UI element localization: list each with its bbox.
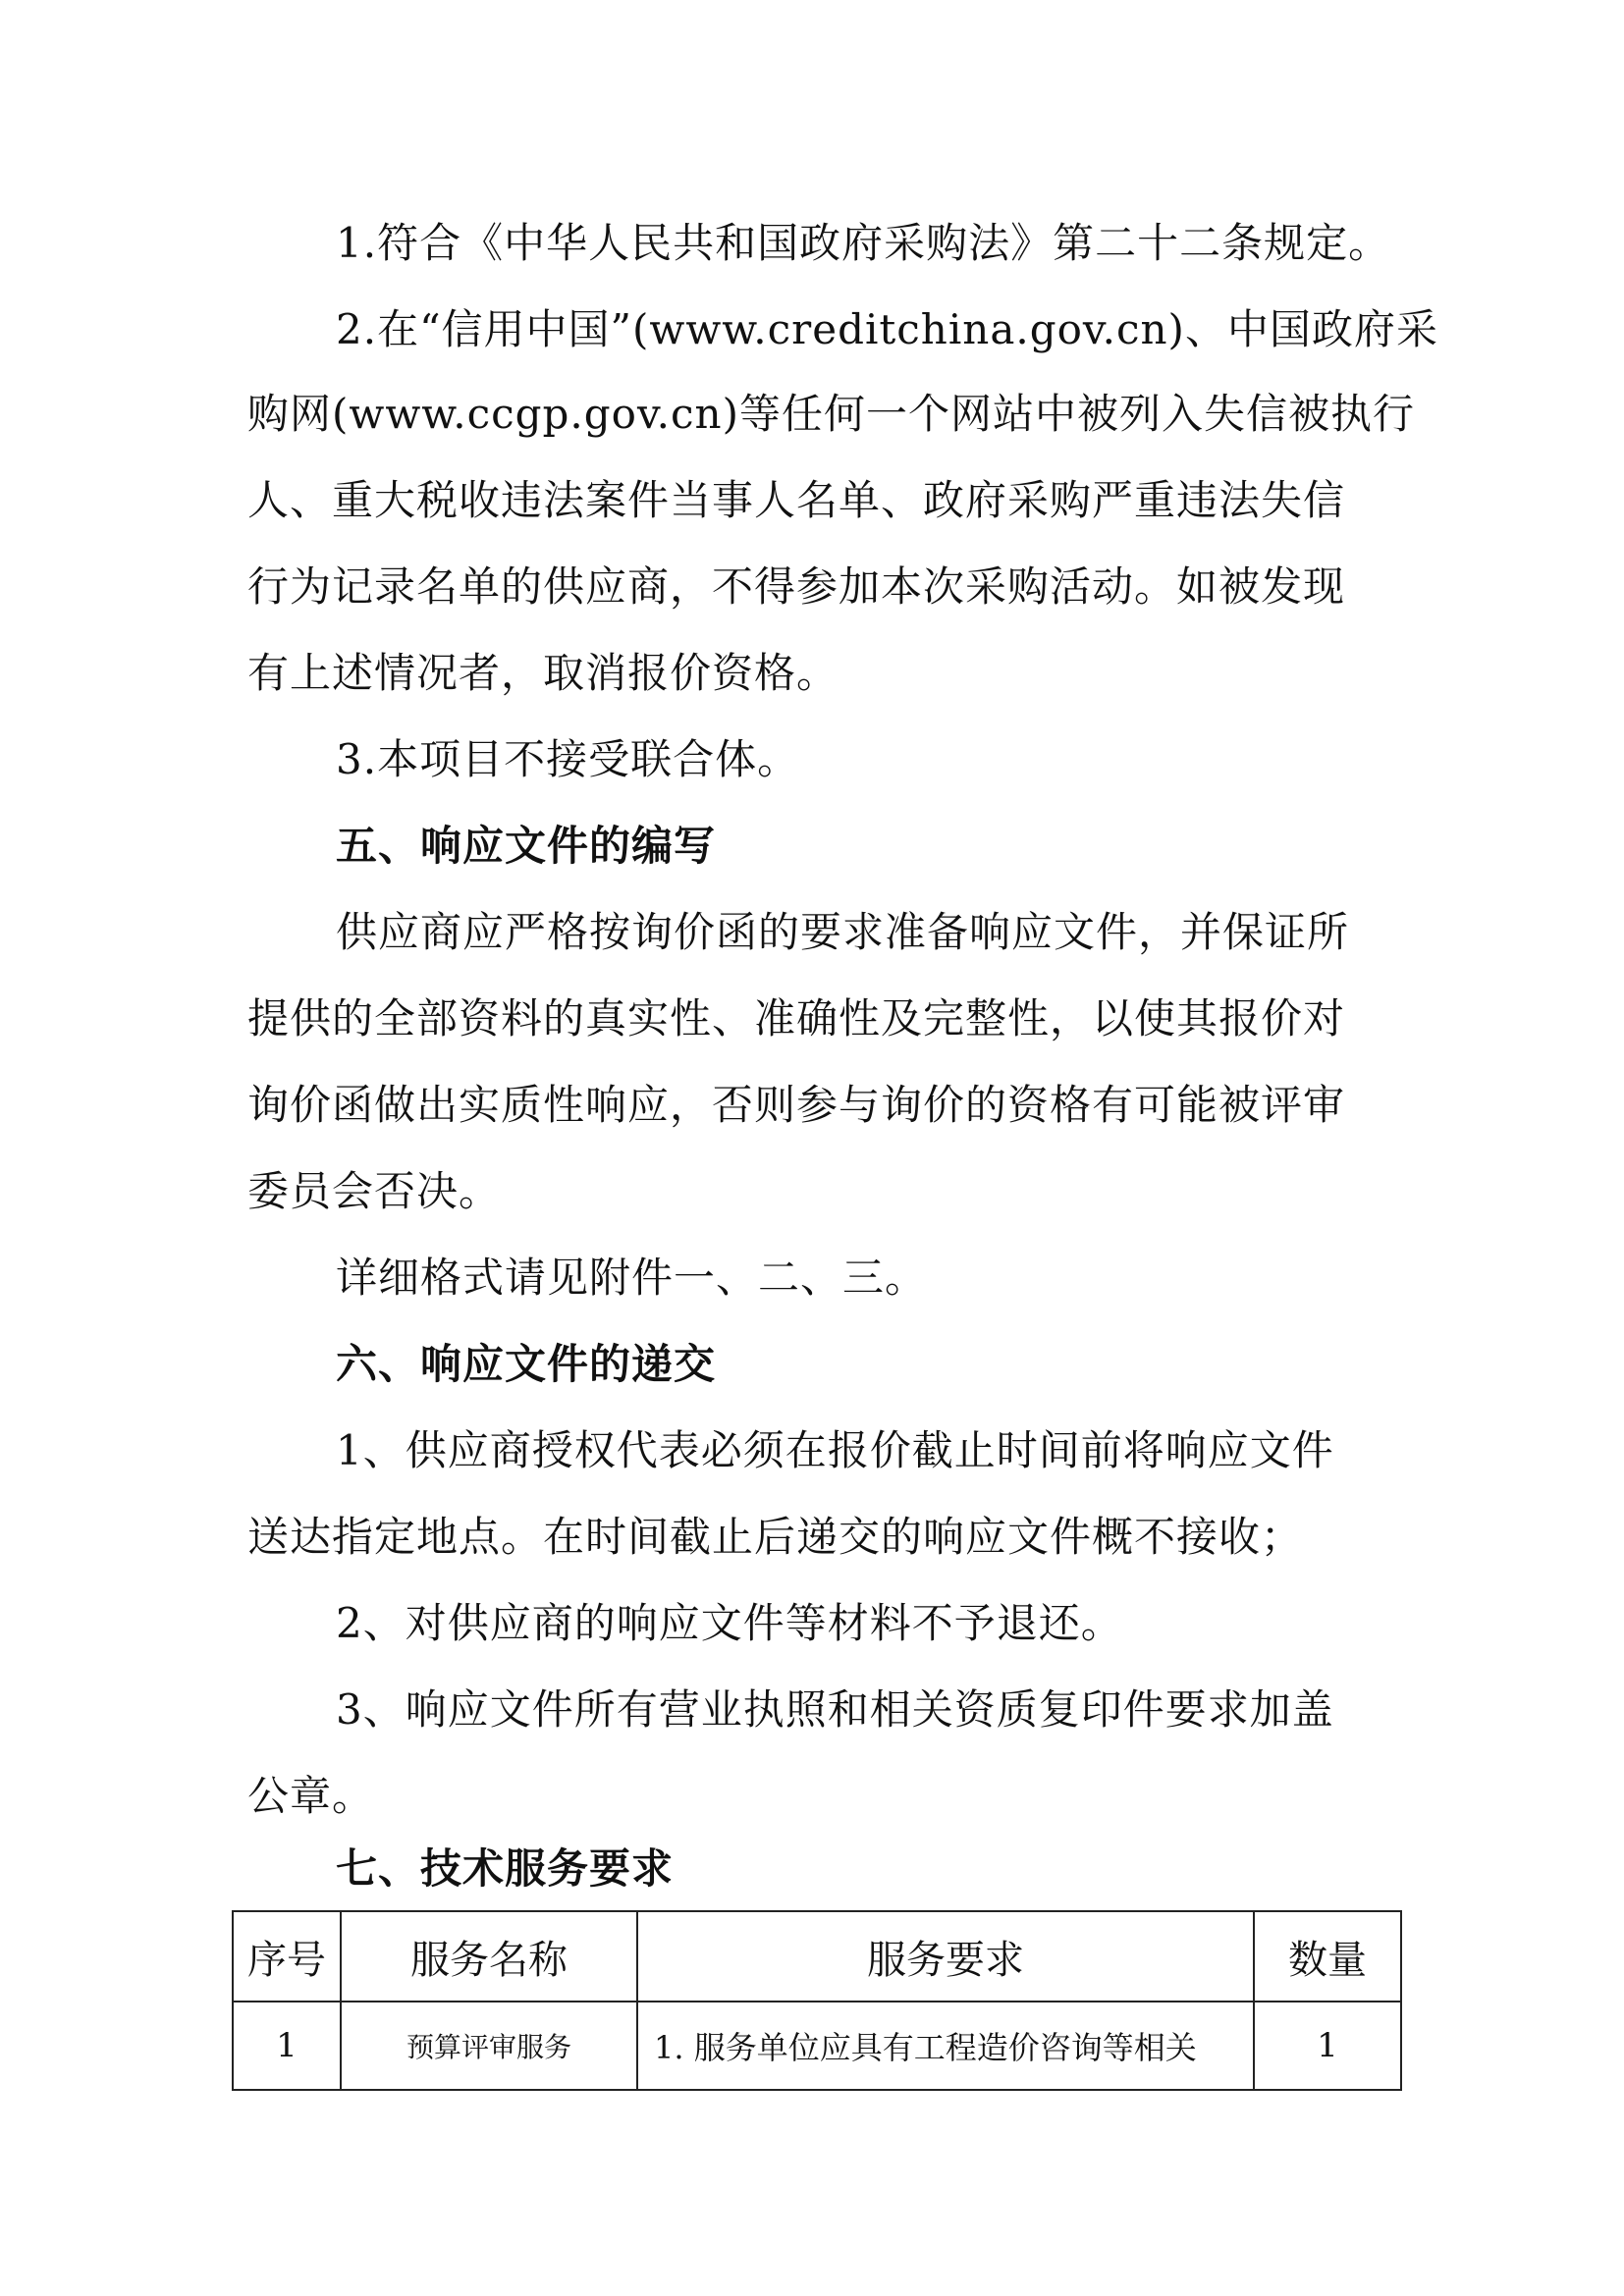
paragraph-line: 人、重大税收违法案件当事人名单、政府采购严重违法失信 — [247, 476, 1346, 524]
paragraph-line: 询价函做出实质性响应，否则参与询价的资格有可能被评审 — [247, 1081, 1346, 1129]
paragraph-line: 2.在“信用中国”(www.creditchina.gov.cn)、中国政府采 — [336, 305, 1438, 353]
header-service-requirement: 服务要求 — [637, 1911, 1254, 2002]
paragraph-line: 提供的全部资料的真实性、准确性及完整性，以使其报价对 — [247, 994, 1346, 1042]
paragraph-line: 供应商应严格按询价函的要求准备响应文件，并保证所 — [336, 908, 1350, 956]
cell-quantity: 1 — [1254, 2002, 1401, 2090]
paragraph-line: 3.本项目不接受联合体。 — [336, 735, 800, 783]
paragraph-line: 送达指定地点。在时间截止后递交的响应文件概不接收； — [247, 1513, 1304, 1561]
paragraph-line: 有上述情况者，取消报价资格。 — [247, 649, 839, 697]
paragraph-line: 1、供应商授权代表必须在报价截止时间前将响应文件 — [336, 1426, 1334, 1474]
cell-service-name: 预算评审服务 — [341, 2002, 637, 2090]
paragraph-line: 1.符合《中华人民共和国政府采购法》第二十二条规定。 — [336, 219, 1391, 267]
paragraph-line: 委员会否决。 — [247, 1167, 502, 1215]
cell-index: 1 — [233, 2002, 341, 2090]
paragraph-line: 公章。 — [247, 1772, 375, 1820]
paragraph-line: 购网(www.ccgp.gov.cn)等任何一个网站中被列入失信被执行 — [247, 390, 1415, 438]
paragraph-line: 3、响应文件所有营业执照和相关资质复印件要求加盖 — [336, 1685, 1334, 1734]
header-quantity: 数量 — [1254, 1911, 1401, 2002]
paragraph-line: 详细格式请见附件一、二、三。 — [336, 1254, 928, 1302]
service-requirements-table — [232, 1910, 1402, 2091]
table-header-row — [233, 1911, 1401, 2002]
paragraph-line: 行为记录名单的供应商，不得参加本次采购活动。如被发现 — [247, 562, 1346, 611]
table-row — [233, 2002, 1401, 2090]
paragraph-line: 2、对供应商的响应文件等材料不予退还。 — [336, 1599, 1123, 1647]
header-service-name: 服务名称 — [341, 1911, 637, 2002]
section-heading: 七、技术服务要求 — [336, 1844, 675, 1893]
section-heading: 六、响应文件的递交 — [336, 1340, 717, 1388]
cell-service-requirement: 1. 服务单位应具有工程造价咨询等相关 — [637, 2002, 1254, 2090]
section-heading: 五、响应文件的编写 — [336, 822, 717, 870]
header-index: 序号 — [233, 1911, 341, 2002]
